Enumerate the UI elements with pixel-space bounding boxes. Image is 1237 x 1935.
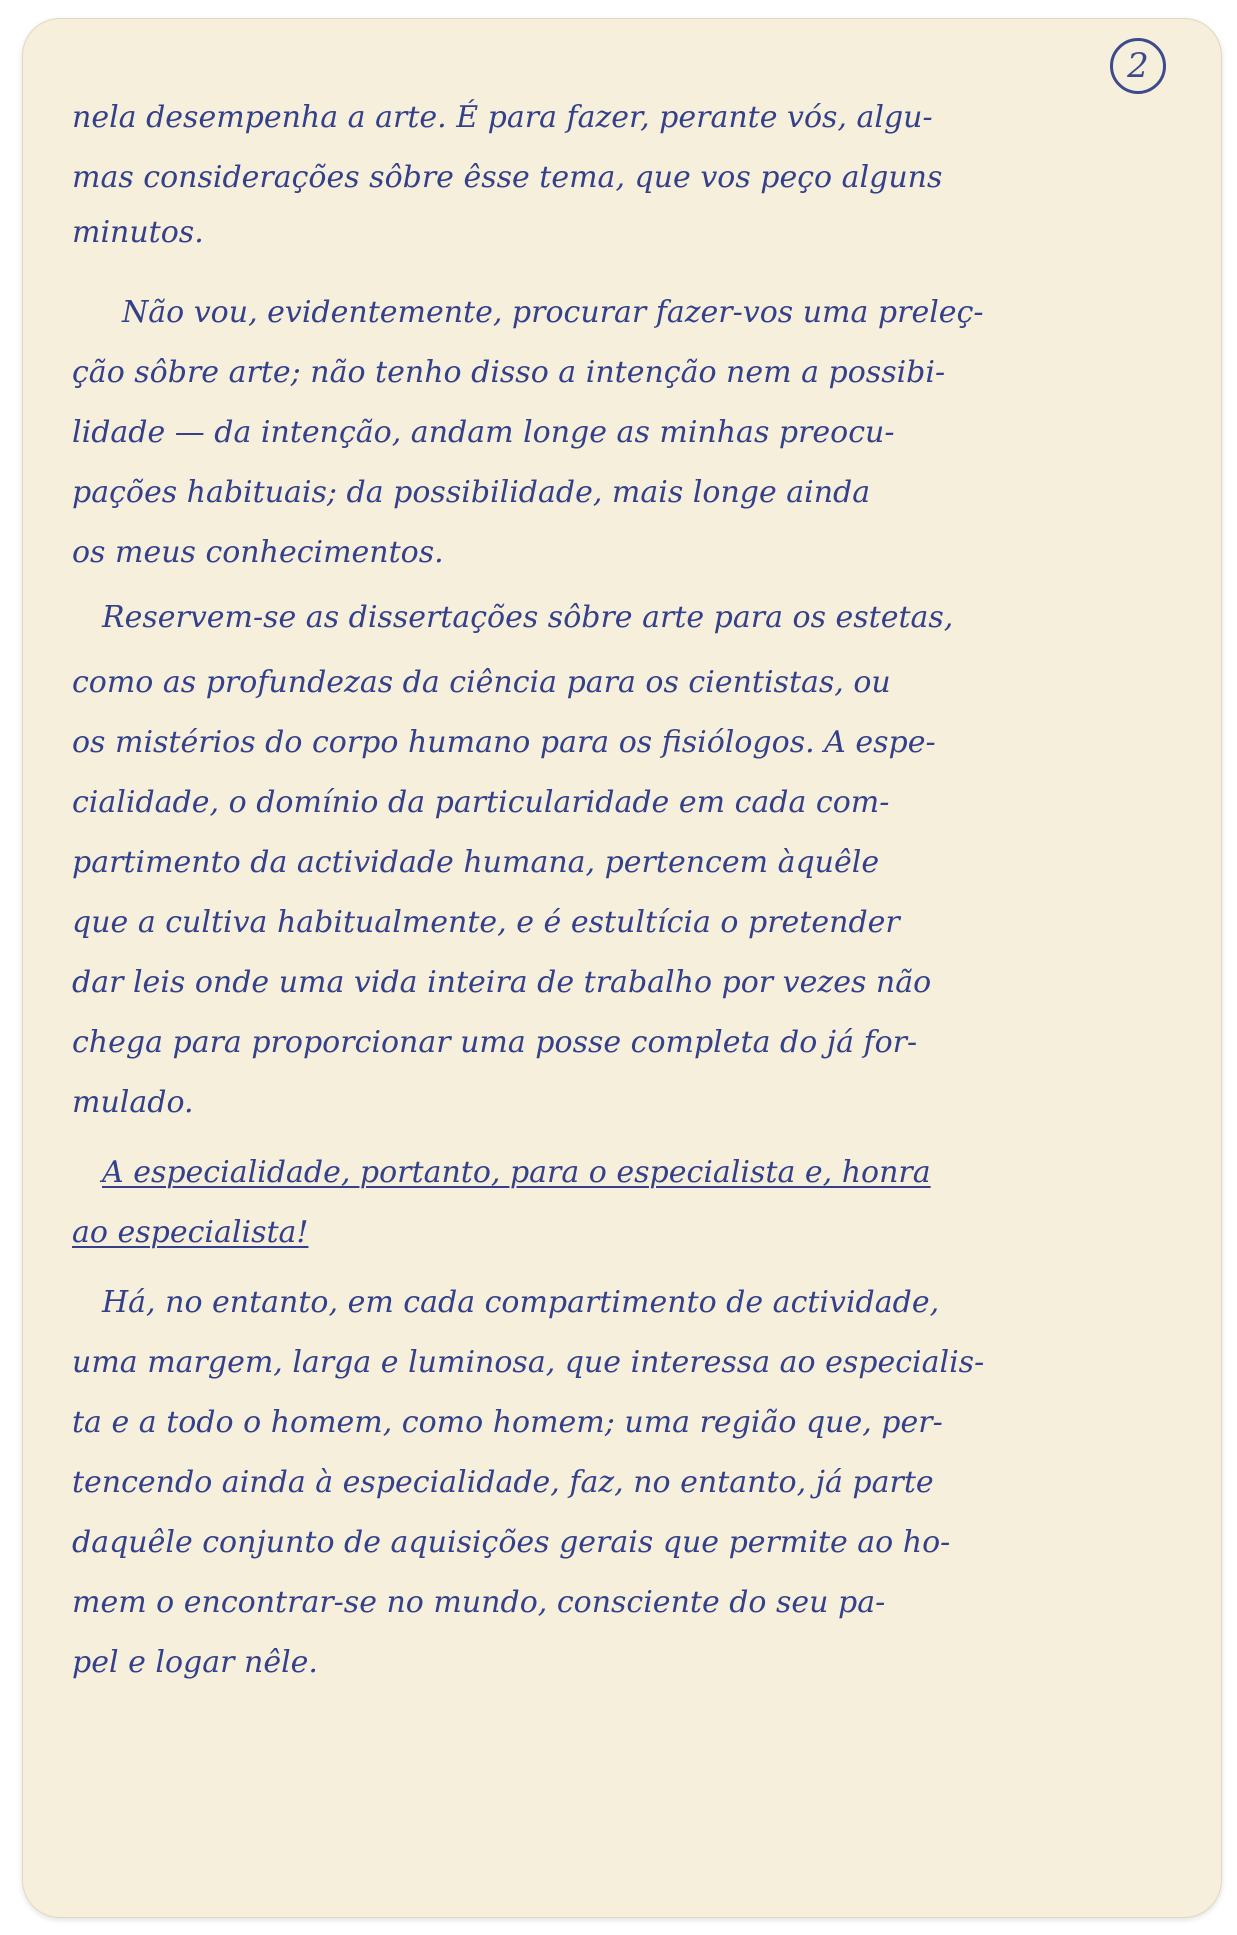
text-line: os mistérios do corpo humano para os fisiólogos. A espe- [72,725,936,760]
text-line: os meus conhecimentos. [72,535,444,570]
text-line: uma margem, larga e luminosa, que interessa ao especialis- [72,1345,985,1380]
text-line: Há, no entanto, em cada compartimento de actividade, [102,1285,940,1320]
text-line: pel e logar nêle. [72,1645,318,1680]
text-line: pações habituais; da possibilidade, mais longe ainda [72,475,871,510]
text-line: Não vou, evidentemente, procurar fazer-vos uma preleç- [122,295,984,330]
text-line: minutos. [72,215,204,250]
text-line: como as profundezas da ciência para os cientistas, ou [72,665,891,700]
text-line: nela desempenha a arte. É para fazer, perante vós, algu- [72,100,933,135]
manuscript-page [22,18,1222,1918]
text-line: que a cultiva habitualmente, e é estultícia o pretender [72,905,900,940]
page-number: 2 [1110,38,1166,94]
text-line: partimento da actividade humana, pertencem àquêle [72,845,880,880]
text-line: ção sôbre arte; não tenho disso a intenção nem a possibi- [72,355,946,390]
text-line-emphasis: ao especialista! [72,1215,309,1250]
text-line: Reservem-se as dissertações sôbre arte para os estetas, [102,600,954,635]
text-line: mulado. [72,1085,194,1120]
text-line: tencendo ainda à especialidade, faz, no entanto, já parte [72,1465,934,1500]
text-line: cialidade, o domínio da particularidade em cada com- [72,785,890,820]
text-line: daquêle conjunto de aquisições gerais que permite ao ho- [72,1525,951,1560]
text-line: ta e a todo o homem, como homem; uma região que, per- [72,1405,943,1440]
text-line: mem o encontrar-se no mundo, consciente do seu pa- [72,1585,886,1620]
text-line-emphasis: A especialidade, portanto, para o especialista e, honra [102,1155,931,1190]
text-line: dar leis onde uma vida inteira de trabalho por vezes não [72,965,932,1000]
text-line: lidade — da intenção, andam longe as minhas preocu- [72,415,895,450]
text-line: chega para proporcionar uma posse completa do já for- [72,1025,918,1060]
text-line: mas considerações sôbre êsse tema, que vos peço alguns [72,160,943,195]
